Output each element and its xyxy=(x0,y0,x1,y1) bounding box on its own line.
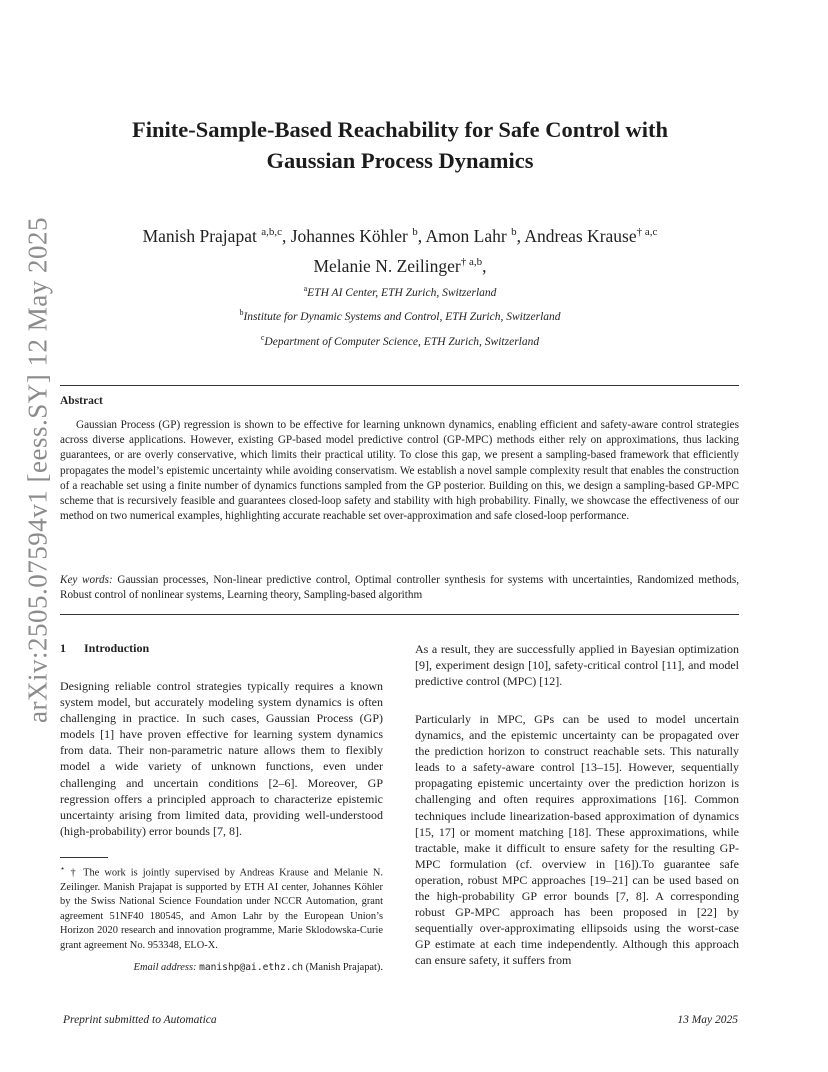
author-affil-mark: † a,c xyxy=(636,226,658,238)
abstract-bottom-rule xyxy=(60,614,739,615)
email-line xyxy=(60,962,383,973)
author-name: Andreas Krause xyxy=(524,225,637,246)
intro-paragraph-right-1: As a result, they are successfully applied in Bayesian optimization [9], experiment design [10], safety-critical control [11], and model predictive control (MPC) [12]. xyxy=(415,642,739,689)
footnote-star: ⋆ xyxy=(60,864,66,873)
keywords-text: Gaussian processes, Non-linear predictive control, Optimal controller synthesis for systems with uncertainties, Randomized methods, Robust control of nonlinear systems, Learning theory, Sampling-based algorithm xyxy=(60,574,739,602)
author-name: Manish Prajapat xyxy=(142,225,257,246)
affiliation xyxy=(60,284,740,299)
abstract-body: Gaussian Process (GP) regression is shown to be effective for learning unknown dynamics, enabling efficient and safety-aware control strategies across diverse applications. However, existing GP-based model predictive control (GP-MPC) methods either rely on approximations, thus lacking guarantees, or are overly conservative, which limits their practical utility. To close this gap, we present a sampling-based framework that efficiently propagates the model’s epistemic uncertainty while avoiding conservatism. We establish a novel sample complexity result that enables the construction of a reachable set using a finite number of dynamics functions sampled from the GP posterior. Building on this, we design a sampling-based GP-MPC scheme that is recursively feasible and guarantees closed-loop safety and stability with high probability. Finally, we showcase the effectiveness of our method on two numerical examples, highlighting accurate reachable set over-approximation and safe closed-loop performance. xyxy=(60,419,739,523)
affiliation-mark: b xyxy=(239,308,244,317)
section-number: 1 xyxy=(60,641,66,655)
intro-paragraph-right-2: Particularly in MPC, GPs can be used to model uncertain dynamics, and the epistemic uncertainty can be propagated over the prediction horizon to construct reachable sets. This naturally leads to a safety-aware control [13–15]. However, sequentially propagating epistemic uncertainty over the prediction horizon is challenging and often requires approximations [16]. Common techniques include linearization-based approximation of dynamics [15, 17] or moment matching [18]. These approximations, while tractable, make it difficult to ensure safety for the resulting GP-MPC formulation (cf. overview in [16]).To guarantee safe operation, robust MPC approaches [19–21] can be used based on the high-probability GP error bounds [7, 8]. A corresponding robust GP-MPC approach has been proposed in [22] by sequentially over-approximating ellipsoids using the worst-case GP estimate at each time independently. Although this approach can ensure safety, it suffers from xyxy=(415,712,739,968)
arxiv-id: arXiv:2505.07594v1 [eess.SY] 12 May 2025 xyxy=(22,217,53,723)
author-affil-mark: † a,b xyxy=(460,255,483,268)
author-line-2 xyxy=(60,249,740,279)
author-separator: , xyxy=(482,255,487,276)
affiliation-mark: a xyxy=(303,284,308,293)
footer-date: 13 May 2025 xyxy=(677,1014,738,1026)
intro-paragraph-left: Designing reliable control strategies typically requires a known system model, but accurately modeling system dynamics is often challenging in practice. In such cases, Gaussian Process (GP) models [1] have proven effective for learning system dynamics from data. Their non-parametric nature allows them to flexibly model a wide variety of unknown functions, even under challenging and uncertain conditions [2–6]. Moreover, GP regression offers a principled approach to characterize epistemic uncertainty arising from limited data, providing well-understood (high-probability) error bounds [7, 8]. xyxy=(60,679,383,838)
section-title: Introduction xyxy=(84,641,150,655)
author-name: Amon Lahr xyxy=(425,225,507,246)
affiliation xyxy=(60,333,740,348)
affiliation-text: Institute for Dynamic Systems and Control, ETH Zurich, Switzerland xyxy=(243,310,561,323)
author-separator: , xyxy=(281,225,291,246)
title-line-2: Gaussian Process Dynamics xyxy=(266,148,534,173)
author-separator: , xyxy=(516,225,525,246)
author-affil-mark: b xyxy=(412,226,418,238)
email-owner: (Manish Prajapat). xyxy=(305,962,383,973)
abstract-top-rule xyxy=(60,385,739,386)
author-name: Johannes Köhler xyxy=(290,225,408,246)
email-address[interactable]: manishp@ai.ethz.ch xyxy=(199,962,304,973)
email-label: Email address: xyxy=(133,962,197,973)
affiliation xyxy=(60,308,740,323)
title-line-1: Finite-Sample-Based Reachability for Safe Control with xyxy=(131,117,669,142)
footer-preprint: Preprint submitted to Automatica xyxy=(63,1014,217,1026)
abstract-heading: Abstract xyxy=(60,395,103,407)
author-affil-mark: b xyxy=(511,226,517,238)
keywords-label: Key words: xyxy=(60,574,113,586)
arxiv-stamp xyxy=(16,217,60,723)
footnote-rule xyxy=(60,857,108,858)
paper-title xyxy=(60,114,740,176)
footnote-text: † The work is jointly supervised by Andreas Krause and Melanie N. Zeilinger. Manish Prajapat is supported by ETH AI center, Johannes Köhler by the Swiss National Science Foundation under NCCR Automation, grant agreement 51NF40 180545, and Amon Lahr by the European Union’s Horizon 2020 research and innovation programme, Marie Sklodowska-Curie grant agreement No. 953348, ELO-X. xyxy=(60,867,383,951)
affiliation-mark: c xyxy=(260,333,265,342)
keywords xyxy=(60,573,739,603)
affiliation-text: Department of Computer Science, ETH Zurich, Switzerland xyxy=(264,335,540,348)
author-separator: , xyxy=(417,225,426,246)
author-line-1 xyxy=(60,219,740,249)
author-affil-mark: a,b,c xyxy=(261,226,282,238)
author-list xyxy=(60,219,740,279)
footnote xyxy=(60,862,383,953)
section-heading xyxy=(60,641,149,656)
author-name: Melanie N. Zeilinger xyxy=(313,255,461,276)
affiliation-text: ETH AI Center, ETH Zurich, Switzerland xyxy=(307,286,497,299)
